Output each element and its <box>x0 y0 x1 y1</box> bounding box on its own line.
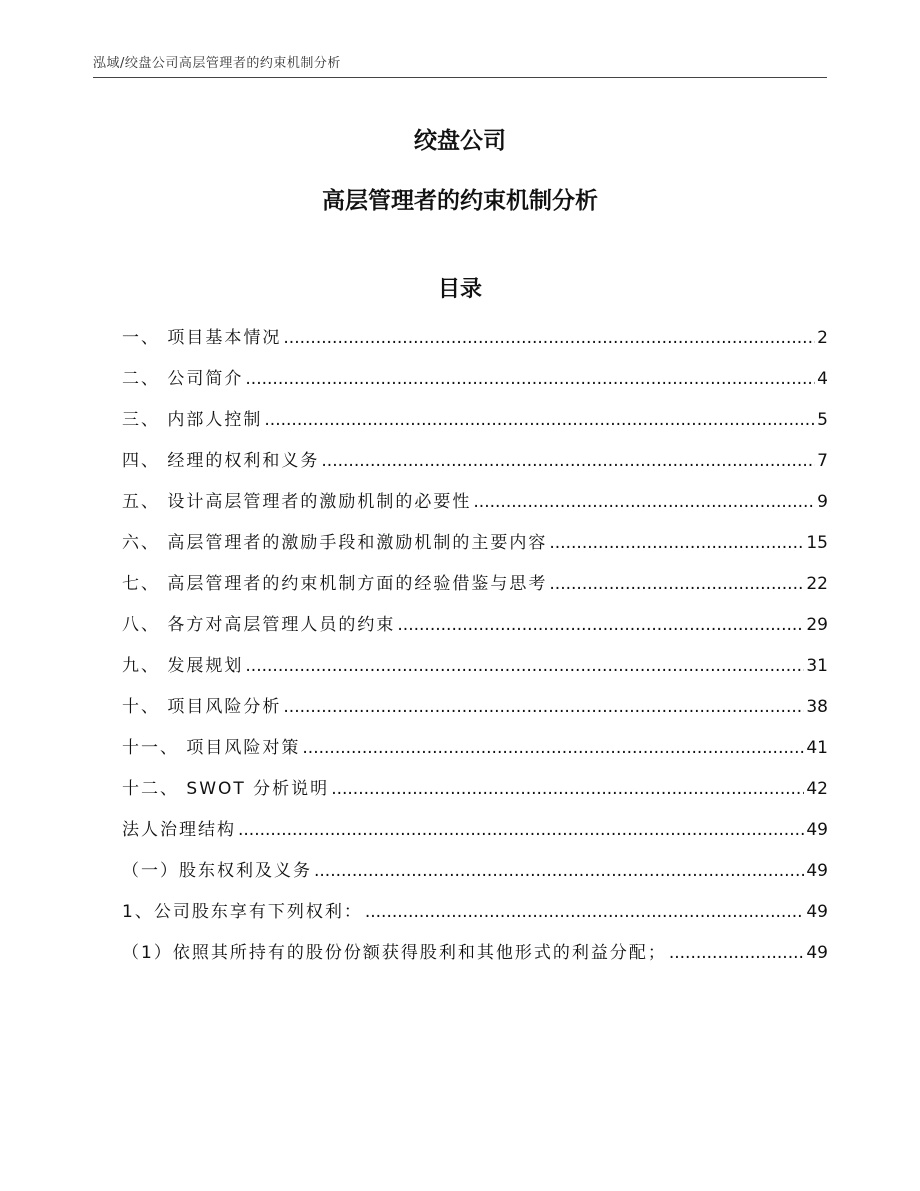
toc-leader-dots <box>245 365 815 393</box>
toc-page-number: 29 <box>806 615 828 635</box>
toc-page-number: 5 <box>817 410 828 430</box>
toc-page-number: 31 <box>806 656 828 676</box>
toc-entry-text: （一）股东权利及义务 <box>122 861 312 881</box>
toc-entry[interactable] <box>122 529 828 570</box>
document-title: 绞盘公司 <box>414 128 506 154</box>
toc-leader-dots <box>321 447 815 475</box>
toc-page-number: 49 <box>806 820 828 840</box>
toc-page-number: 49 <box>806 943 828 963</box>
toc-entry-text: （1）依照其所持有的股份份额获得股利和其他形式的利益分配； <box>122 943 667 963</box>
toc-page-number: 49 <box>806 861 828 881</box>
toc-page-number: 22 <box>806 574 828 594</box>
toc-entry-text: 九、 发展规划 <box>122 656 244 676</box>
toc-entry[interactable] <box>122 324 828 365</box>
toc-leader-dots <box>283 693 804 721</box>
toc-entry[interactable] <box>122 939 828 980</box>
toc-entry-text: 十一、 项目风险对策 <box>122 738 301 758</box>
toc-leader-dots <box>238 816 804 844</box>
toc-heading: 目录 <box>437 277 482 302</box>
toc-entry[interactable] <box>122 816 828 857</box>
toc-leader-dots <box>365 898 805 926</box>
toc-leader-dots <box>549 529 804 557</box>
toc-entry-text: 十、 项目风险分析 <box>122 697 282 717</box>
toc-entry-text: 一、 项目基本情况 <box>122 328 282 348</box>
toc-entry[interactable] <box>122 857 828 898</box>
toc-leader-dots <box>549 570 804 598</box>
toc-entry-text: 十二、 SWOT 分析说明 <box>122 779 330 799</box>
toc-entry[interactable] <box>122 693 828 734</box>
toc-entry-text: 三、 内部人控制 <box>122 410 263 430</box>
toc-entry[interactable] <box>122 488 828 529</box>
toc-leader-dots <box>314 857 804 885</box>
toc-page-number: 9 <box>817 492 828 512</box>
toc-leader-dots <box>302 734 804 762</box>
toc-entry[interactable] <box>122 734 828 775</box>
toc-entry-text: 1、公司股东享有下列权利： <box>122 902 363 922</box>
toc-leader-dots <box>397 611 804 639</box>
toc-entry-text: 八、 各方对高层管理人员的约束 <box>122 615 396 635</box>
toc-leader-dots <box>264 406 815 434</box>
toc-page-number: 41 <box>806 738 828 758</box>
toc-entry-text: 五、 设计高层管理者的激励机制的必要性 <box>122 492 472 512</box>
toc-entry[interactable] <box>122 406 828 447</box>
running-header: 泓域/绞盘公司高层管理者的约束机制分析 <box>93 52 827 78</box>
toc-entry[interactable] <box>122 898 828 939</box>
toc-leader-dots <box>669 939 805 967</box>
toc-page-number: 15 <box>806 533 828 553</box>
toc-entry[interactable] <box>122 611 828 652</box>
toc-entry-text: 六、 高层管理者的激励手段和激励机制的主要内容 <box>122 533 548 553</box>
toc-entry[interactable] <box>122 447 828 488</box>
toc-leader-dots <box>283 324 815 352</box>
toc-leader-dots <box>473 488 815 516</box>
toc-page-number: 4 <box>817 369 828 389</box>
toc-entry[interactable] <box>122 570 828 611</box>
document-subtitle: 高层管理者的约束机制分析 <box>322 188 598 214</box>
toc-page-number: 38 <box>806 697 828 717</box>
toc-page-number: 2 <box>817 328 828 348</box>
toc-entry[interactable] <box>122 775 828 816</box>
toc-page-number: 49 <box>806 902 828 922</box>
toc-page-number: 7 <box>817 451 828 471</box>
toc-entry-text: 法人治理结构 <box>122 820 236 840</box>
toc-page-number: 42 <box>806 779 828 799</box>
toc-entry-text: 七、 高层管理者的约束机制方面的经验借鉴与思考 <box>122 574 548 594</box>
toc-leader-dots <box>245 652 804 680</box>
toc-entry-text: 四、 经理的权利和义务 <box>122 451 320 471</box>
toc-leader-dots <box>331 775 804 803</box>
table-of-contents <box>122 324 828 980</box>
toc-entry[interactable] <box>122 652 828 693</box>
toc-entry[interactable] <box>122 365 828 406</box>
toc-entry-text: 二、 公司简介 <box>122 369 244 389</box>
